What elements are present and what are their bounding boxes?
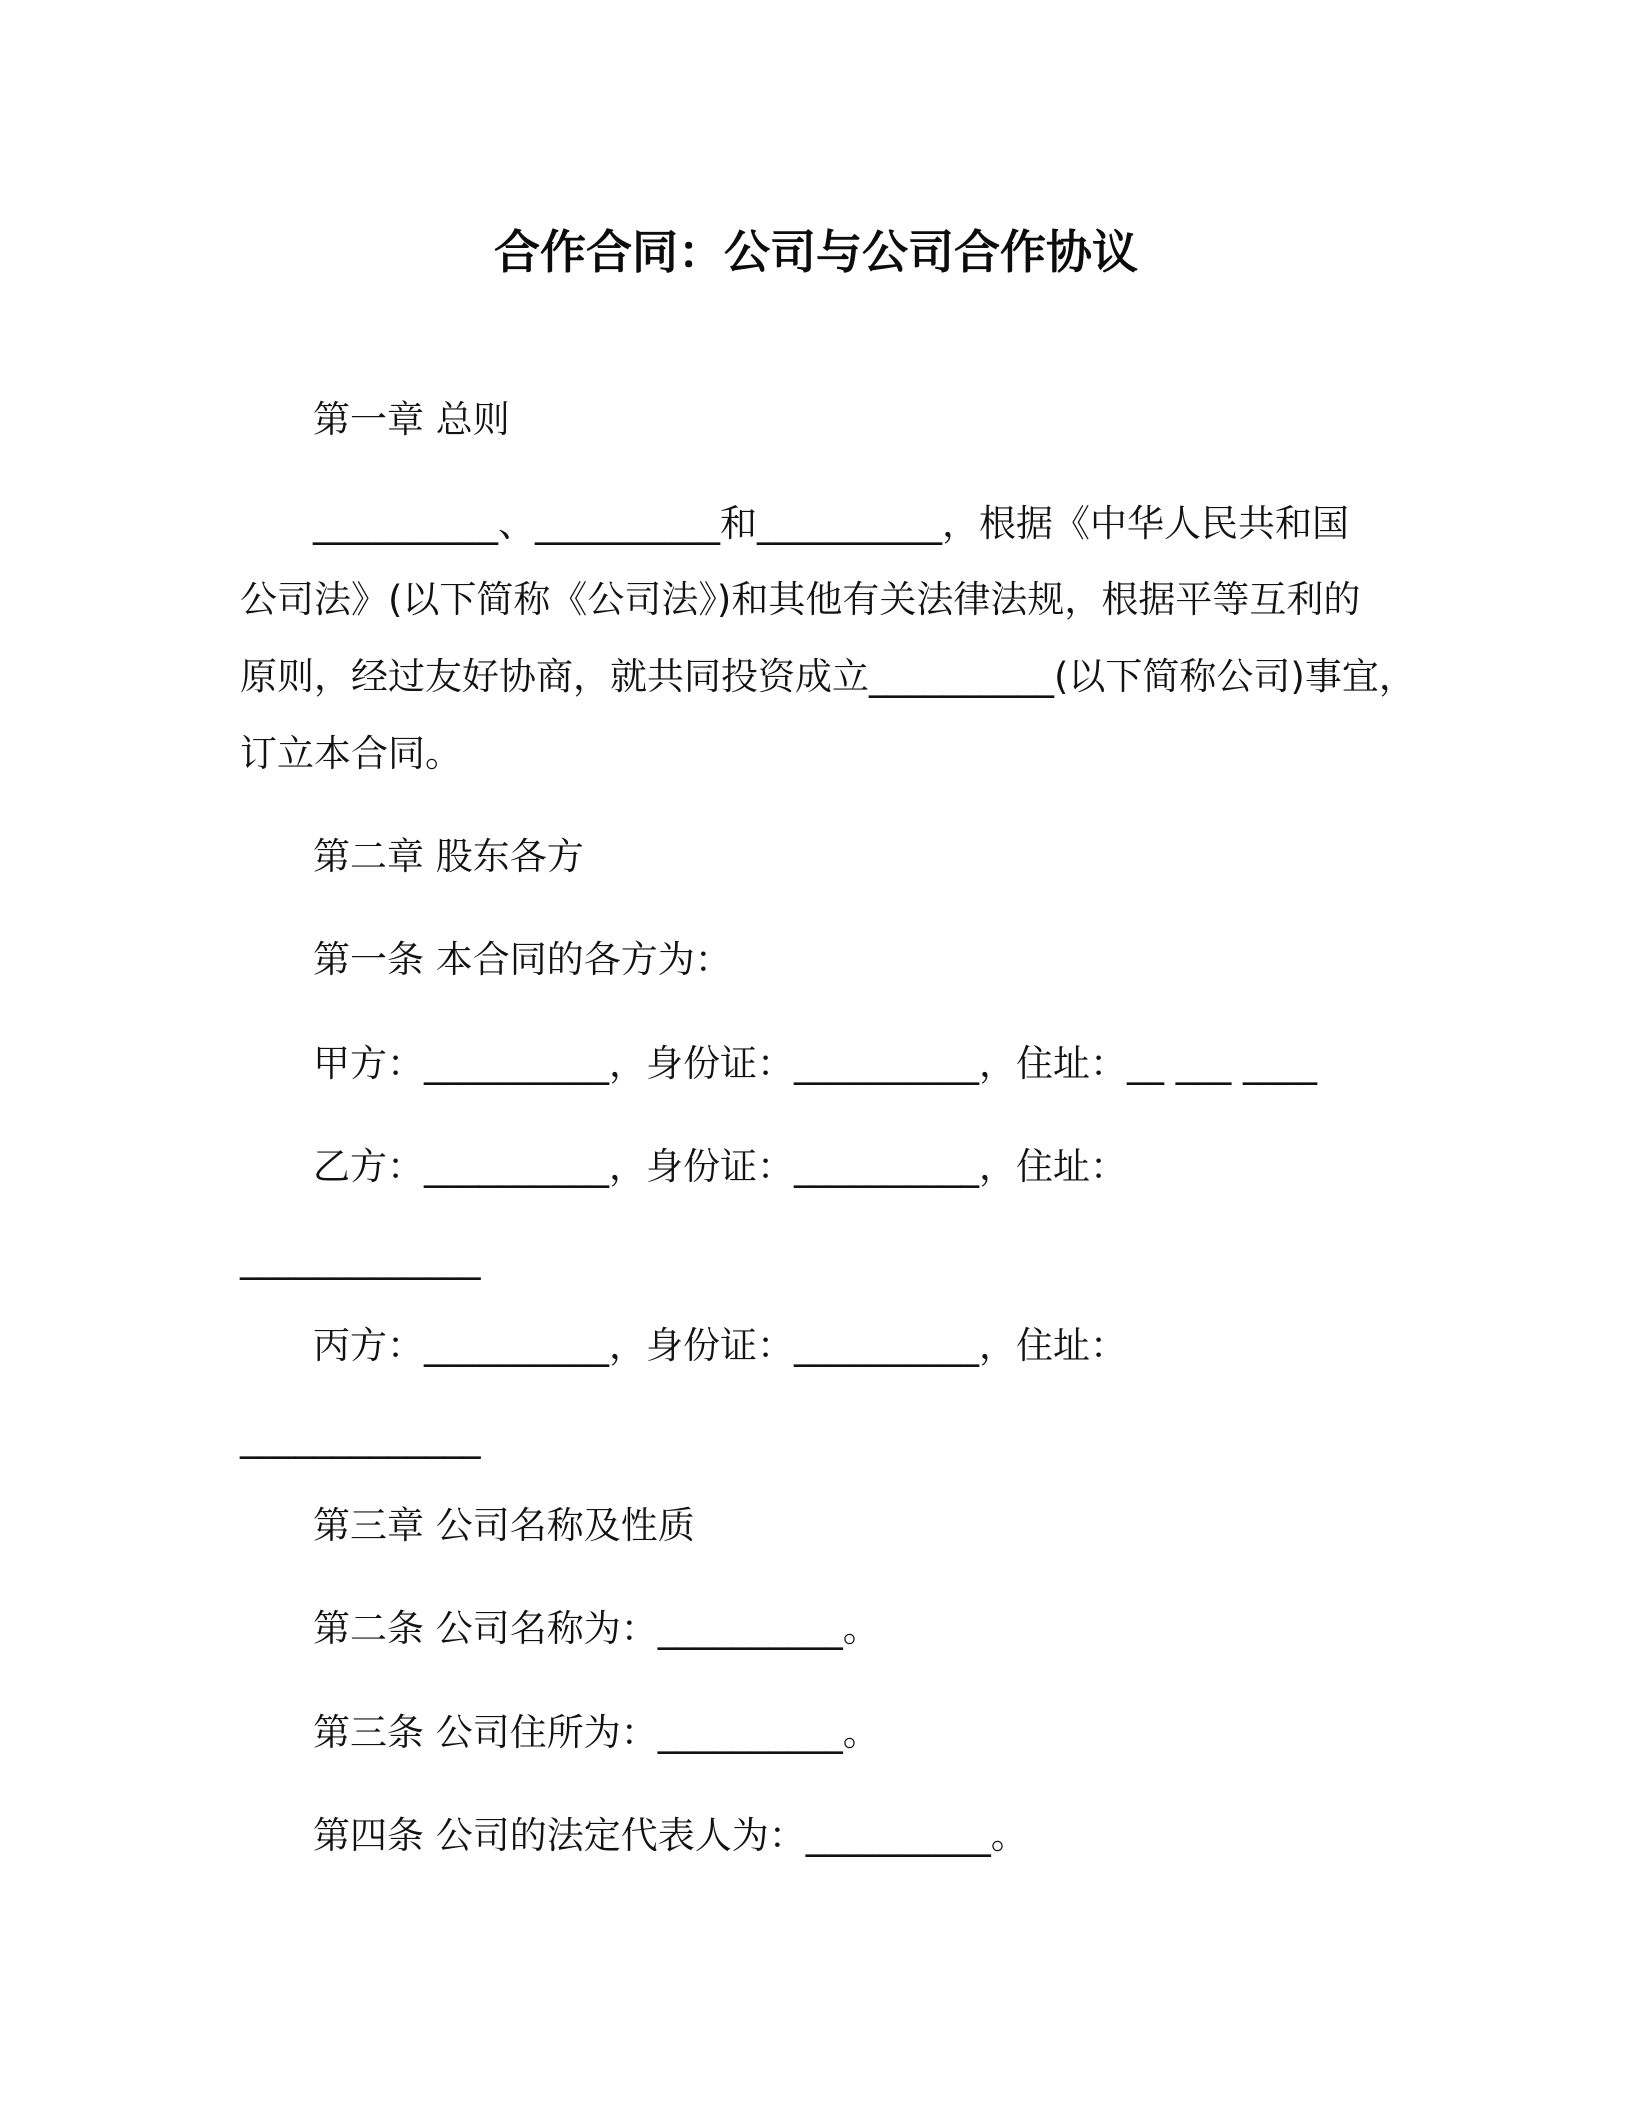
document-title: 合作合同：公司与公司合作协议 xyxy=(494,225,1138,279)
chapter-1-paragraph-line-3: 原则，经过友好协商，就共同投资成立__________(以下简称公司)事宜， xyxy=(240,655,1416,698)
party-c-address-blank: _____________ xyxy=(240,1416,481,1459)
article-1: 第一条 本合同的各方为： xyxy=(313,938,732,981)
article-2: 第二条 公司名称为：__________。 xyxy=(313,1607,880,1650)
article-3: 第三条 公司住所为：__________。 xyxy=(313,1711,880,1754)
chapter-1-paragraph-line-2: 公司法》(以下简称《公司法》)和其他有关法律法规，根据平等互利的 xyxy=(240,578,1361,621)
chapter-3-heading: 第三章 公司名称及性质 xyxy=(313,1504,695,1547)
party-b-line: 乙方：__________，身份证：__________，住址： xyxy=(313,1145,1127,1188)
party-c-line: 丙方：__________，身份证：__________，住址： xyxy=(313,1324,1127,1367)
chapter-1-paragraph-line-1: __________、__________和__________，根据《中华人民共和国 xyxy=(313,502,1349,545)
chapter-1-heading: 第一章 总则 xyxy=(313,398,510,441)
party-a-line: 甲方：__________，身份证：__________，住址：__ ___ ____ xyxy=(313,1042,1318,1085)
chapter-1-paragraph-line-4: 订立本合同。 xyxy=(240,732,462,775)
party-b-address-blank: _____________ xyxy=(240,1237,481,1280)
article-4: 第四条 公司的法定代表人为：__________。 xyxy=(313,1814,1028,1857)
chapter-2-heading: 第二章 股东各方 xyxy=(313,835,584,878)
